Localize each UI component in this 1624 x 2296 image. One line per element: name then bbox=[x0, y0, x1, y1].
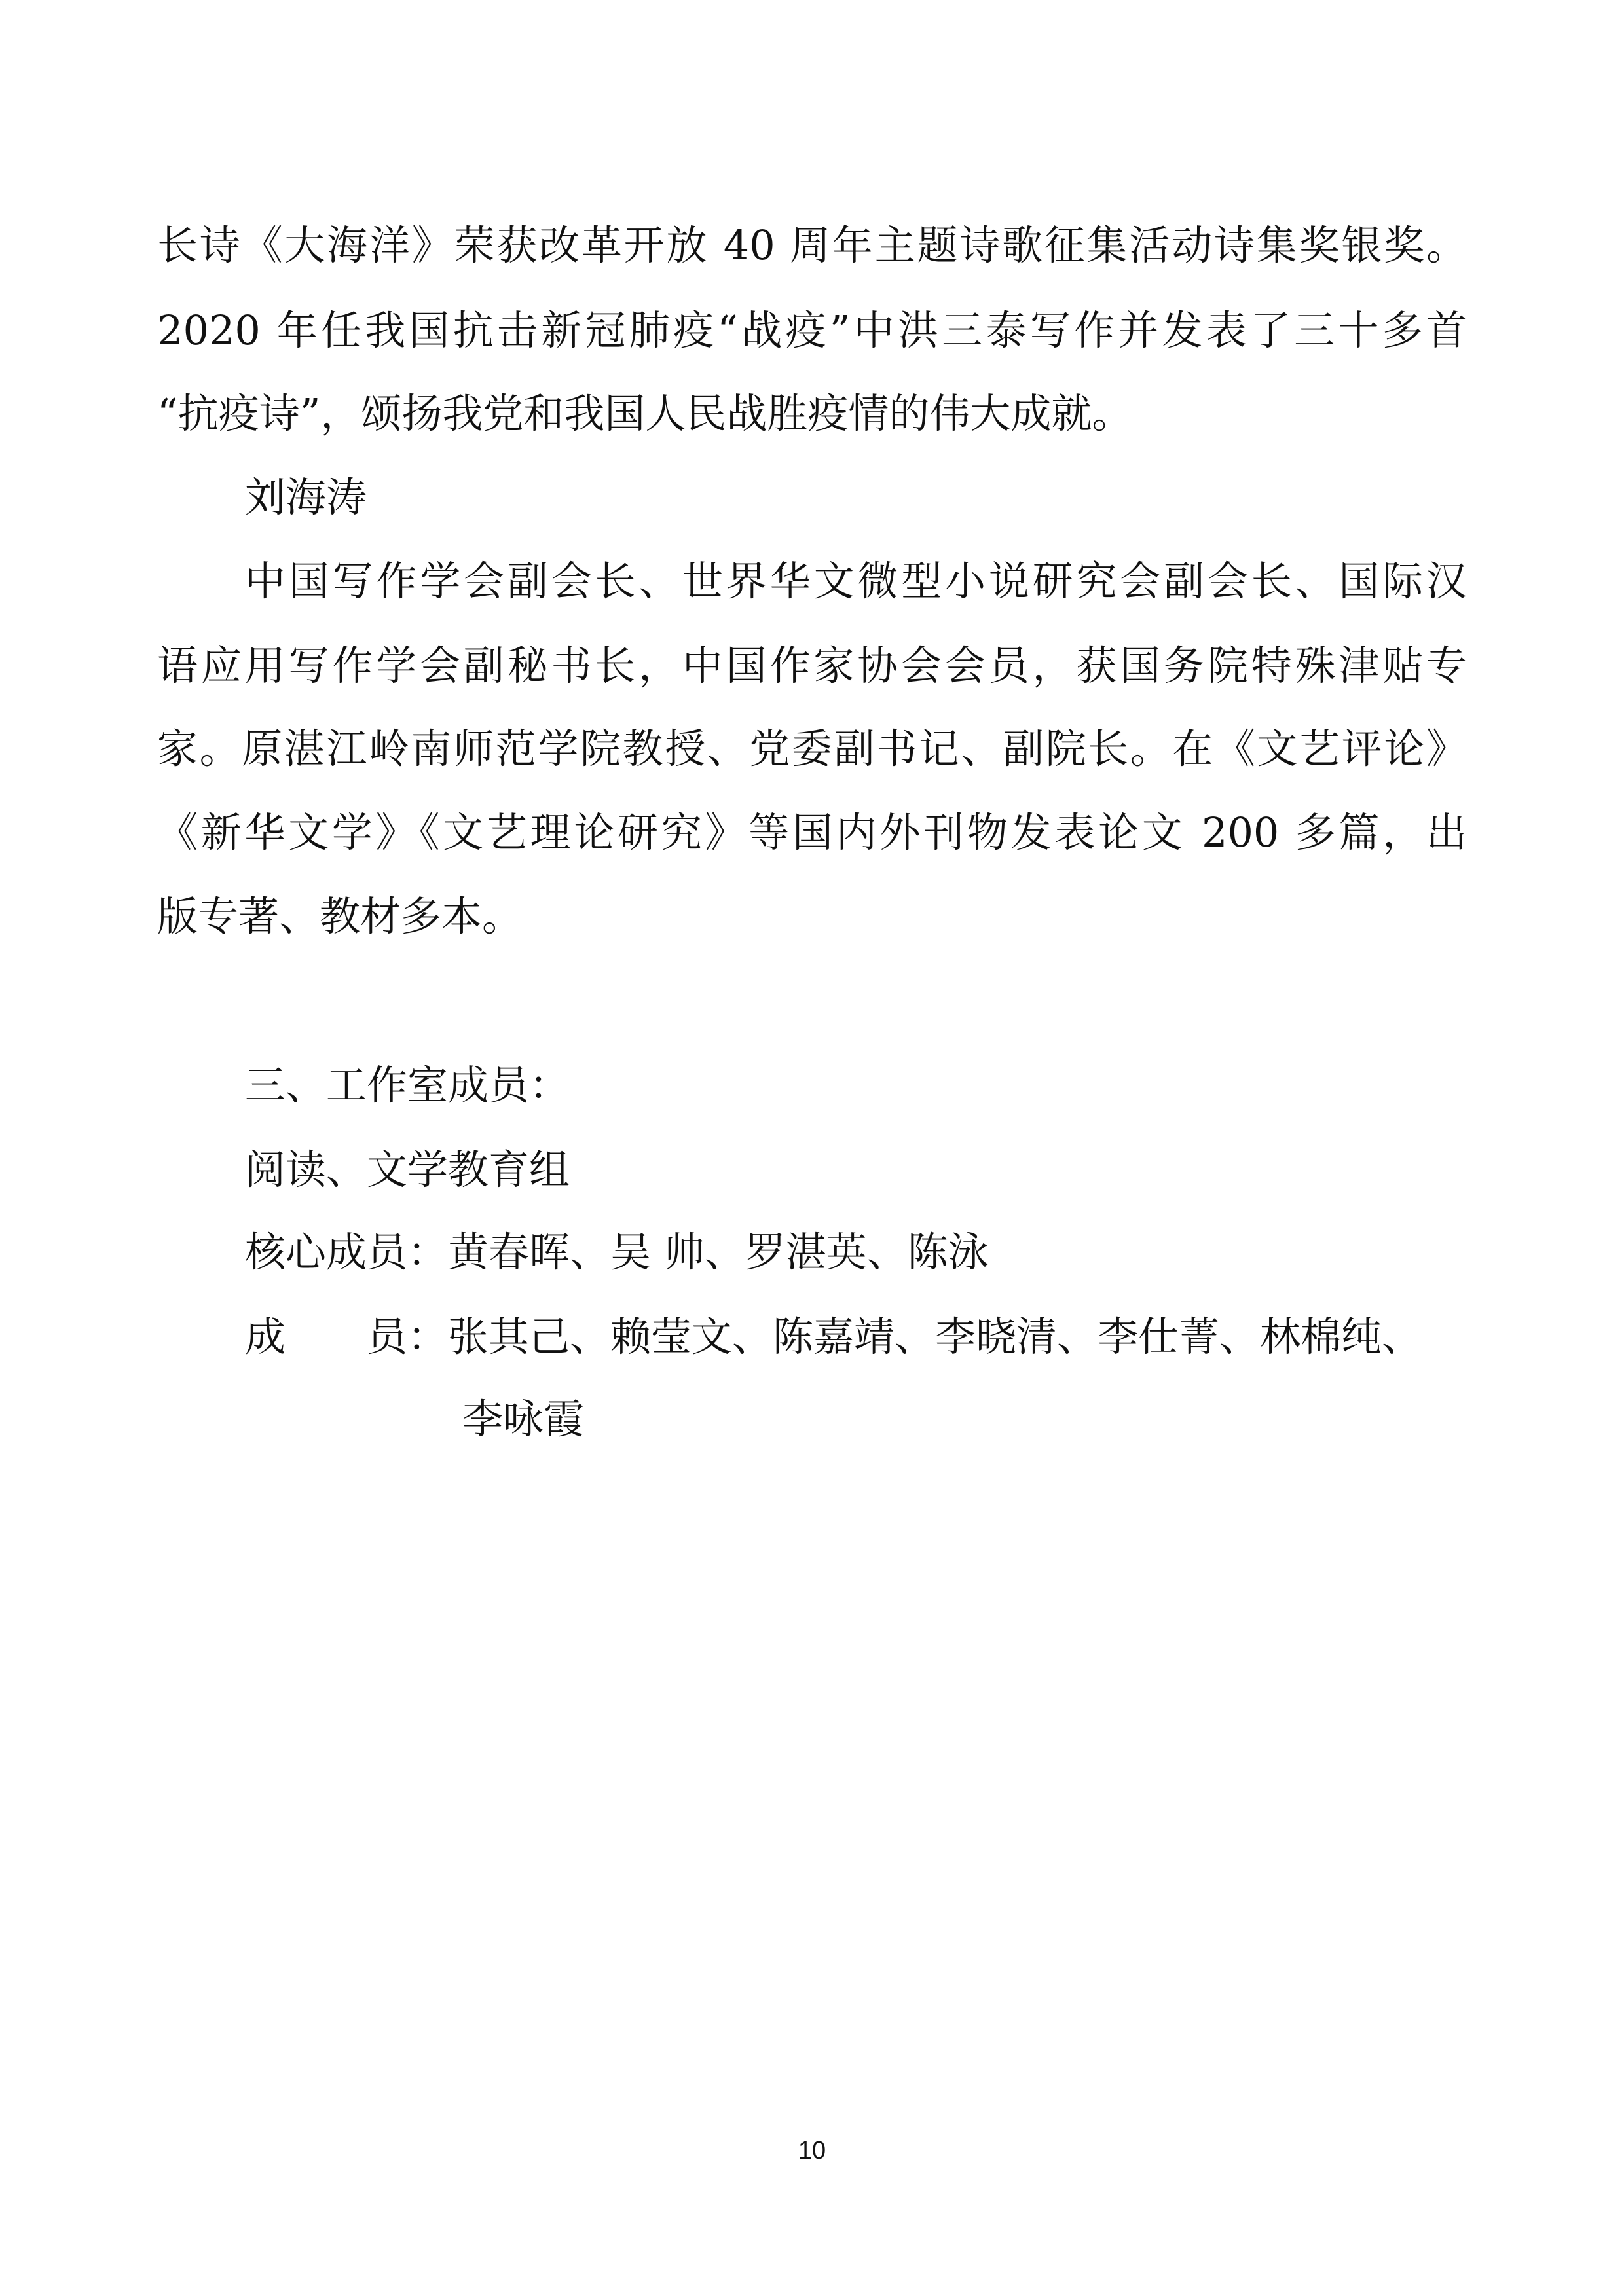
text-line: 版专著、教材多本。 bbox=[157, 892, 523, 940]
members-line: 成 员：张其己、赖莹文、陈嘉靖、李晓清、李仕菁、林棉纯、 bbox=[245, 1313, 1423, 1360]
group-name: 阅读、文学教育组 bbox=[245, 1146, 570, 1194]
text-line: “抗疫诗”，颂扬我党和我国人民战胜疫情的伟大成就。 bbox=[157, 390, 1133, 437]
person-name-heading: 刘海涛 bbox=[245, 473, 367, 521]
members-line-continued: 李咏霞 bbox=[462, 1395, 585, 1443]
text-line: 家。原湛江岭南师范学院教授、党委副书记、副院长。在《文艺评论》 bbox=[157, 725, 1467, 773]
core-members-line: 核心成员：黄春晖、吴 帅、罗湛英、陈泳 bbox=[245, 1228, 989, 1276]
section-heading: 三、工作室成员： bbox=[245, 1061, 570, 1109]
text-line: 《新华文学》《文艺理论研究》等国内外刊物发表论文 200 多篇，出 bbox=[157, 809, 1467, 856]
text-line: 长诗《大海洋》荣获改革开放 40 周年主题诗歌征集活动诗集奖银奖。 bbox=[157, 221, 1467, 269]
text-line: 2020 年任我国抗击新冠肺疫“战疫”中洪三泰写作并发表了三十多首 bbox=[157, 306, 1467, 354]
text-line: 中国写作学会副会长、世界华文微型小说研究会副会长、国际汉 bbox=[245, 557, 1467, 605]
page-number: 10 bbox=[798, 2137, 826, 2164]
text-line: 语应用写作学会副秘书长，中国作家协会会员，获国务院特殊津贴专 bbox=[157, 642, 1467, 689]
